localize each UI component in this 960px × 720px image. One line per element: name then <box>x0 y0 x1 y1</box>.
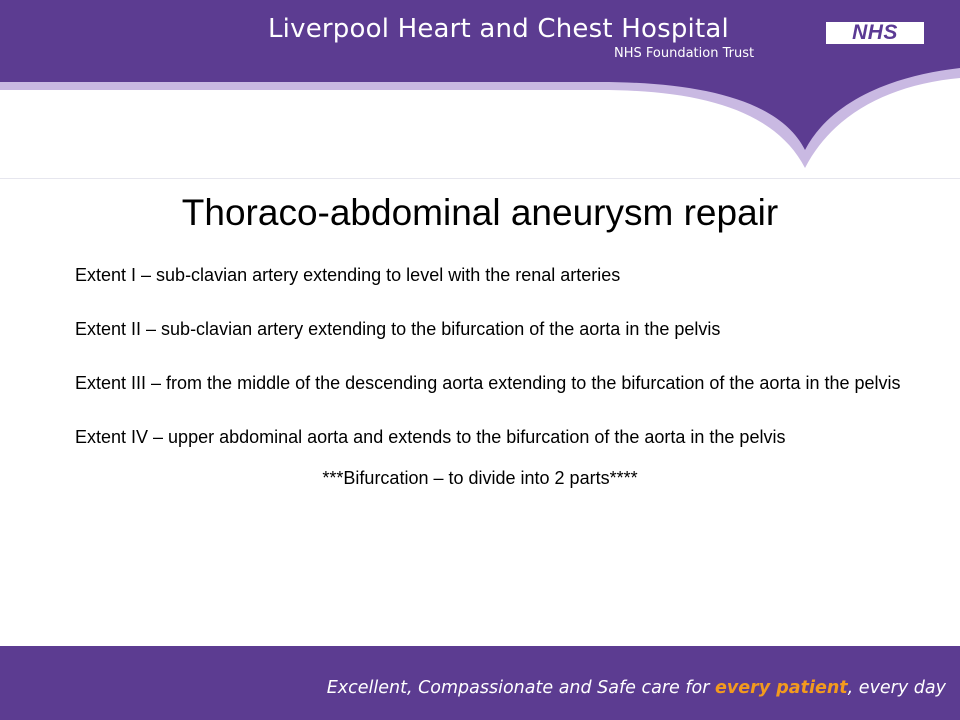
hospital-name: Liverpool Heart and Chest Hospital <box>268 14 729 44</box>
header-divider <box>0 178 960 179</box>
tagline-accent: every patient <box>715 678 848 698</box>
extent-ii-paragraph: Extent II – sub-clavian artery extending to the bifurcation of the aorta in the pelvis <box>75 319 721 339</box>
slide-body <box>75 262 905 492</box>
extent-iv-paragraph: Extent IV – upper abdominal aorta and extends to the bifurcation of the aorta in the pelvis <box>75 427 786 447</box>
trust-name: NHS Foundation Trust <box>614 46 755 61</box>
tagline-start: Excellent, Compassionate and Safe care for <box>326 678 715 698</box>
bifurcation-note: ***Bifurcation – to divide into 2 parts**** <box>322 468 638 488</box>
slide-title: Thoraco-abdominal aneurysm repair <box>181 192 779 233</box>
footer-band <box>0 646 960 720</box>
tagline-end: , every day <box>847 678 946 698</box>
extent-iii-paragraph: Extent III – from the middle of the descending aorta extending to the bifurcation of the aorta in the pelvis <box>75 373 901 393</box>
nhs-logo: NHS <box>826 22 924 44</box>
footer-tagline <box>327 678 946 698</box>
extent-i-paragraph: Extent I – sub-clavian artery extending to level with the renal arteries <box>75 265 621 285</box>
